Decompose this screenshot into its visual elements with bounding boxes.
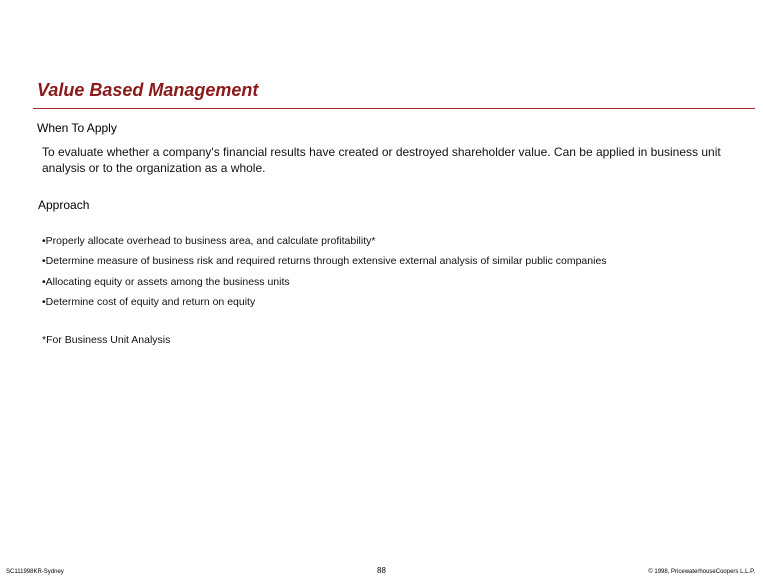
approach-bullet-overhead: •Properly allocate overhead to business area, and calculate profitability* bbox=[42, 235, 376, 247]
footer-document-id: SC111998KR-Sydney bbox=[6, 569, 64, 575]
footer-copyright: © 1998, PricewaterhouseCoopers L.L.P. bbox=[648, 569, 755, 575]
footnote: *For Business Unit Analysis bbox=[42, 334, 171, 346]
footer-page-number: 88 bbox=[377, 566, 386, 575]
approach-bullet-list bbox=[42, 235, 607, 316]
approach-bullet-allocate-equity: •Allocating equity or assets among the business units bbox=[42, 275, 290, 288]
when-to-apply-heading: When To Apply bbox=[37, 121, 117, 135]
title-divider bbox=[33, 108, 755, 109]
slide-title: Value Based Management bbox=[37, 80, 259, 100]
when-to-apply-text: To evaluate whether a company's financial results have created or destroyed shareholder value. Can be applied in business unit analysis or to the organization as a whole. bbox=[42, 145, 721, 175]
approach-heading: Approach bbox=[38, 198, 90, 212]
approach-bullet-business-risk: •Determine measure of business risk and required returns through extensive external analysis of similar public companies bbox=[42, 255, 607, 268]
approach-bullet-cost-of-equity: •Determine cost of equity and return on equity bbox=[42, 295, 256, 308]
